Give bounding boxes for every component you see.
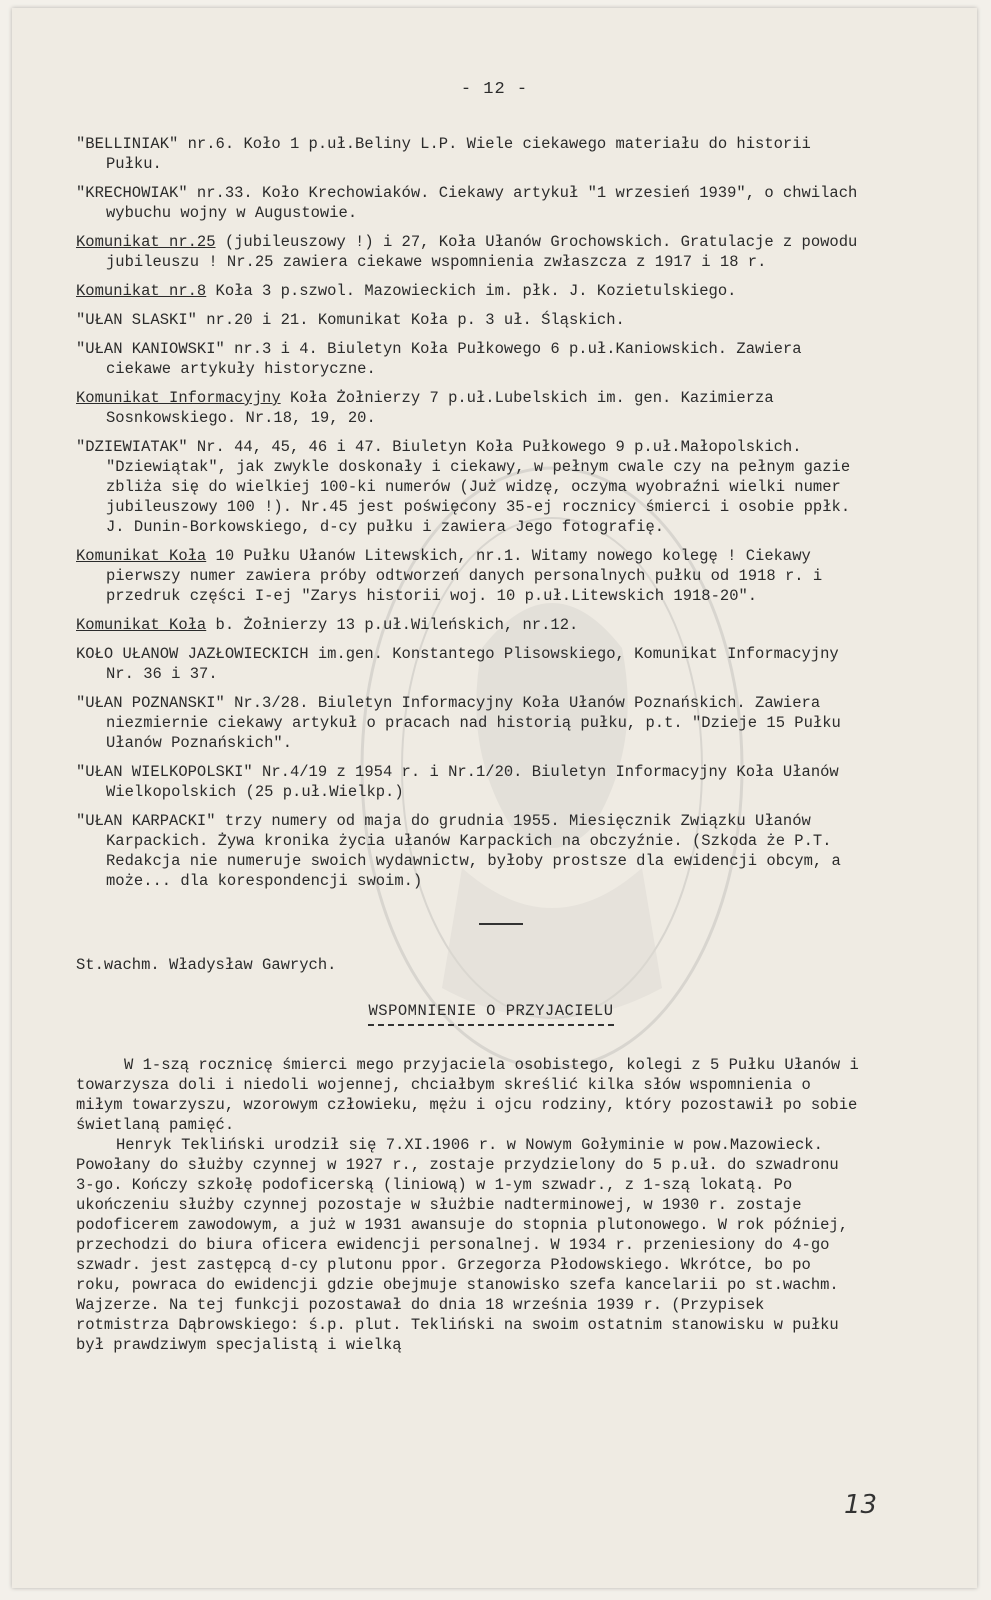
entry-text: b. Żołnierzy 13 p.uł.Wileńskich, nr.12. bbox=[206, 616, 579, 634]
entry-text: trzy numery od maja do grudnia 1955. Miesięcznik Związku Ułanów Karpackich. Żywa kronika życia ułanów Karpackich na obczyźnie. (Szkoda że P.T. Redakcja nie numeruje swoich wydawnictw, byłoby prostsze dla ewidencji obcym, a może... dla korespondencji swoim.) bbox=[106, 812, 841, 890]
page-number: - 12 - bbox=[460, 80, 529, 99]
folio-number: 13 bbox=[844, 1490, 878, 1520]
list-item bbox=[76, 762, 866, 802]
article-title-text: WSPOMNIENIE O PRZYJACIELU bbox=[368, 1002, 613, 1026]
entry-label: Komunikat Informacyjny bbox=[76, 389, 281, 407]
article-paragraph: Henryk Tekliński urodził się 7.XI.1906 r. w Nowym Gołyminie w pow.Mazowieck. Powołany do służby czynnej w 1927 r., zostaje przydzielony do 5 p.uł. do szwadronu 3-go. Kończy szkołę podoficerską (liniową) w 1-ym szwadr., z 1-szą lokatą. Po ukończeniu służby czynnej pozostaje w służbie nadterminowej, w 1930 r. zostaje podoficerem zawodowym, a już w 1931 awansuje do stopnia plutonowego. W rok później, przechodzi do biura oficera ewidencji personalnej. W 1934 r. przeniesiony do 4-go szwadr. jest zastępcą d-cy plutonu ppor. Grzegorza Płodowskiego. Wkrótce, bo po roku, powraca do ewidencji gdzie obejmuje stanowisko szefa kancelarii po st.wachm. Wajzerze. Na tej funkcji pozostawał do dnia 18 września 1939 r. (Przypisek rotmistrza Dąbrowskiego: ś.p. plut. Tekliński na swoim ostatnim stanowisku w pułku był prawdziwym specjalistą i wielką bbox=[76, 1136, 849, 1354]
entry-label: Komunikat nr.8 bbox=[76, 282, 207, 300]
list-item bbox=[76, 615, 866, 635]
entry-text: Nr.4/19 z 1954 r. i Nr.1/20. Biuletyn Informacyjny Koła Ułanów Wielkopolskich (25 p.uł.Wielkp.) bbox=[106, 763, 839, 801]
list-item bbox=[76, 644, 866, 684]
entry-text: 10 Pułku Ułanów Litewskich, nr.1. Witamy nowego kolegę ! Ciekawy pierwszy numer zawiera próby odtworzeń danych personalnych pułku od 1918 r. i przedruk części I-ej "Zarys historii woj. 10 p.uł.Litewskich 1918-20". bbox=[106, 547, 823, 605]
entry-text: Koła 3 p.szwol. Mazowieckich im. płk. J. Kozietulskiego. bbox=[206, 282, 737, 300]
entry-label: Komunikat Koła bbox=[76, 547, 207, 565]
entry-label: "KRECHOWIAK" bbox=[76, 184, 188, 202]
list-item bbox=[76, 388, 866, 428]
entry-label: "BELLINIAK" bbox=[76, 135, 179, 153]
list-item bbox=[76, 437, 866, 537]
entry-text: Koła Żołnierzy 7 p.uł.Lubelskich im. gen. Kazimierza Sosnkowskiego. Nr.18, 19, 20. bbox=[106, 389, 774, 427]
list-item bbox=[76, 310, 866, 330]
entry-text: nr.3 i 4. Biuletyn Koła Pułkowego 6 p.uł.Kaniowskich. Zawiera ciekawe artykuły historyczne. bbox=[106, 340, 802, 378]
entry-label: "UŁAN KANIOWSKI" bbox=[76, 340, 225, 358]
list-item bbox=[76, 546, 866, 606]
entry-text: Nr.3/28. Biuletyn Informacyjny Koła Ułanów Poznańskich. Zawiera niezmiernie ciekawy artykuł o pracach nad historią pułku, p.t. "Dzieje 15 Pułku Ułanów Poznańskich". bbox=[106, 694, 841, 752]
entry-label: "UŁAN SLASKI" bbox=[76, 311, 197, 329]
entry-label: "UŁAN POZNANSKI" bbox=[76, 694, 225, 712]
entry-text: nr.33. Koło Krechowiaków. Ciekawy artykuł "1 wrzesień 1939", o chwilach wybuchu wojny w Augustowie. bbox=[106, 184, 858, 222]
entry-text: im.gen. Konstantego Plisowskiego, Komunikat Informacyjny Nr. 36 i 37. bbox=[106, 645, 839, 683]
entry-label: KOŁO UŁANOW JAZŁOWIECKICH bbox=[76, 645, 309, 663]
list-item bbox=[76, 281, 866, 301]
list-item bbox=[76, 811, 866, 891]
entry-label: "UŁAN WIELKOPOLSKI" bbox=[76, 763, 253, 781]
list-item bbox=[76, 183, 866, 223]
list-item bbox=[76, 339, 866, 379]
article-paragraph: W 1-szą rocznicę śmierci mego przyjaciela osobistego, kolegi z 5 Pułku Ułanów i towarzysza doli i niedoli wojennej, chciałbym skreślić kilka słów wspomnienia o miłym towarzyszu, wzorowym człowieku, mężu i ojcu rodziny, który pozostawił po sobie świetlaną pamięć. bbox=[76, 1056, 859, 1134]
document-page bbox=[12, 8, 977, 1588]
article-title bbox=[96, 1001, 886, 1021]
entry-label: Komunikat Koła bbox=[76, 616, 207, 634]
entry-text: (jubileuszowy !) i 27, Koła Ułanów Grochowskich. Gratulacje z powodu jubileuszu ! Nr.25 zawiera ciekawe wspomnienia zwłaszcza z 1917 i 18 r. bbox=[106, 233, 858, 271]
list-item bbox=[76, 693, 866, 753]
entry-label: Komunikat nr.25 bbox=[76, 233, 216, 251]
document-body bbox=[76, 134, 866, 1355]
entry-label: "DZIEWIATAK" bbox=[76, 438, 188, 456]
list-item bbox=[76, 134, 866, 174]
entry-text: nr.20 i 21. Komunikat Koła p. 3 uł. Śląskich. bbox=[196, 311, 625, 329]
list-item bbox=[76, 232, 866, 272]
section-divider bbox=[479, 923, 523, 925]
entry-text: nr.6. Koło 1 p.uł.Beliny L.P. Wiele ciekawego materiału do historii Pułku. bbox=[106, 135, 811, 173]
entry-text: Nr. 44, 45, 46 i 47. Biuletyn Koła Pułkowego 9 p.uł.Małopolskich. "Dziewiątak", jak zwykle doskonały i ciekawy, w pełnym cwale czy na pełnym gazie zbliża się do wielkiej 100-ki numerów (Już widzę, oczyma wyobraźni wielki numer jubileuszowy 100 !). Nr.45 jest poświęcony 35-ej rocznicy śmierci i osobie ppłk. J. Dunin-Borkowskiego, d-cy pułku i zawiera Jego fotografię. bbox=[106, 438, 851, 536]
entry-label: "UŁAN KARPACKI" bbox=[76, 812, 216, 830]
author-line: St.wachm. Władysław Gawrych. bbox=[76, 956, 337, 974]
